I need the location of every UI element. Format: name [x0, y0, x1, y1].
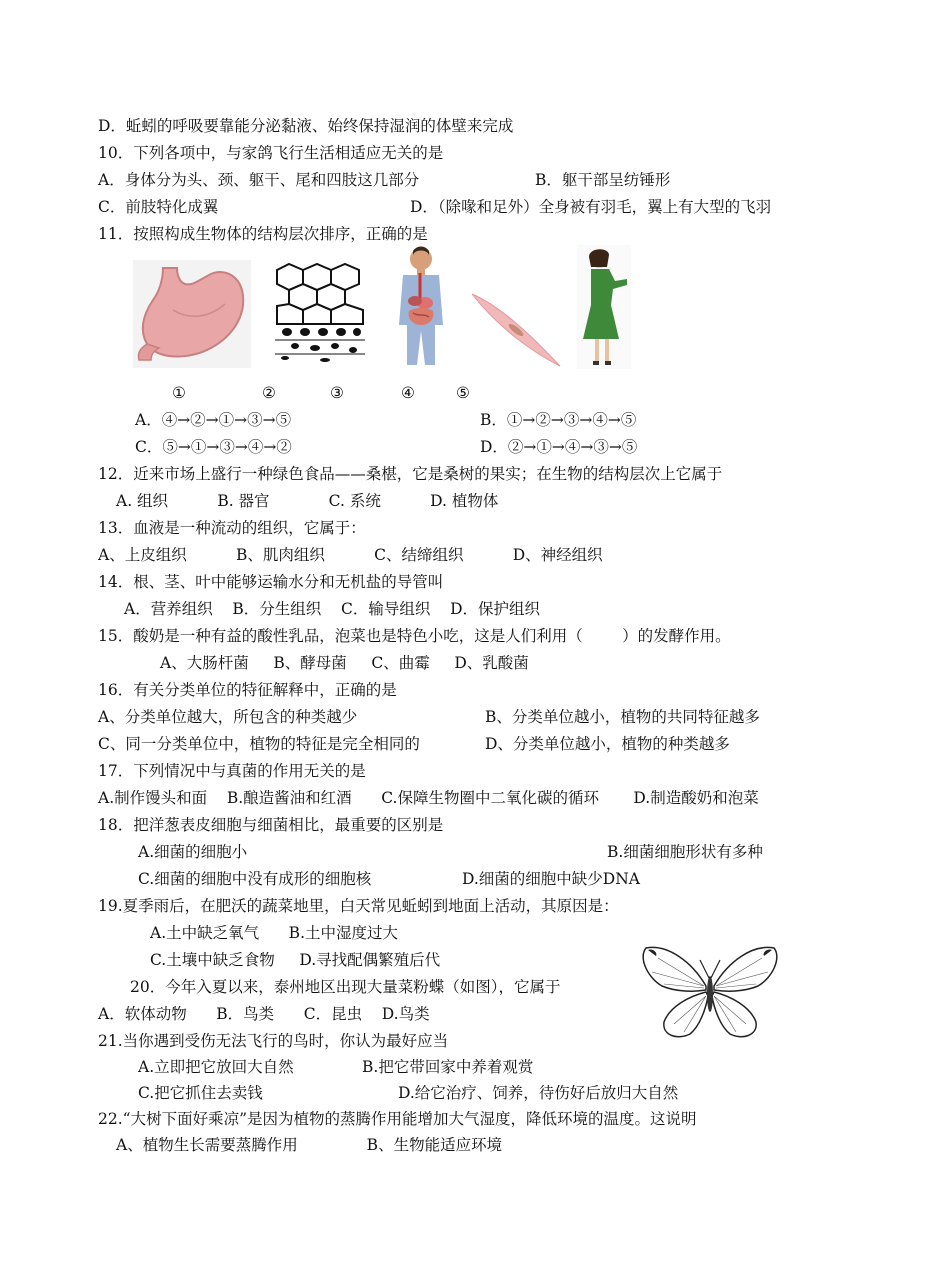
q16-option-a: A、分类单位越大，所包含的种类越少: [98, 708, 358, 726]
cabbage-butterfly-image: [640, 942, 780, 1042]
q19-options-cd: C.土壤中缺乏食物 D.寻找配偶繁殖后代: [150, 951, 441, 969]
q21-option-d: D.给它治疗、饲养，待伤好后放归大自然: [398, 1084, 679, 1102]
label-3: ③: [330, 384, 344, 402]
q18-stem: 18．把洋葱表皮细胞与细菌相比，最重要的区别是: [98, 816, 444, 834]
q10-stem: 10．下列各项中，与家鸽飞行生活相适应无关的是: [98, 144, 444, 162]
q13-stem: 13．血液是一种流动的组织，它属于：: [98, 519, 366, 537]
q21-option-a: A.立即把它放回大自然: [138, 1058, 294, 1076]
label-4: ④: [401, 384, 415, 402]
q10-option-c: C．前肢特化成翼: [98, 198, 219, 216]
q22-stem: 22.“大树下面好乘凉”是因为植物的蒸腾作用能增加大气湿度，降低环境的温度。这说明: [98, 1110, 697, 1128]
q13-options: A、上皮组织 B、肌肉组织 C、结缔组织 D、神经组织: [98, 546, 603, 564]
q17-stem: 17．下列情况中与真菌的作用无关的是: [98, 762, 366, 780]
q16-option-d: D、分类单位越小，植物的种类越多: [485, 735, 730, 753]
q16-option-c: C、同一分类单位中，植物的特征是完全相同的: [98, 735, 420, 753]
q11-option-b: B．①→②→③→④→⑤: [480, 411, 637, 429]
label-1: ①: [172, 384, 186, 402]
stomach-image: [133, 260, 251, 368]
q12-options: A. 组织 B. 器官 C. 系统 D. 植物体: [116, 492, 499, 510]
q21-stem: 21.当你遇到受伤无法飞行的鸟时，你认为最好应当: [98, 1032, 449, 1050]
q9-option-d: D．蚯蚓的呼吸要靠能分泌黏液、始终保持湿润的体壁来完成: [98, 117, 514, 135]
q11-stem: 11．按照构成生物体的结构层次排序，正确的是: [98, 225, 428, 243]
q17-options: A.制作馒头和面 B.酿造酱油和红酒 C.保障生物圈中二氧化碳的循环 D.制造酸奶和泡菜: [98, 789, 759, 807]
label-2: ②: [262, 384, 276, 402]
q19-stem: 19.夏季雨后，在肥沃的蔬菜地里，白天常见蚯蚓到地面上活动，其原因是：: [98, 897, 619, 915]
q20-options: A．软体动物 B．鸟类 C．昆虫 D.鸟类: [98, 1005, 430, 1023]
q18-option-b: B.细菌细胞形状有多种: [607, 843, 763, 861]
q11-option-d: D．②→①→④→③→⑤: [480, 438, 638, 456]
q19-options-ab: A.土中缺乏氧气 B.土中湿度过大: [150, 924, 399, 942]
q14-options: A．营养组织 B．分生组织 C．输导组织 D．保护组织: [124, 600, 540, 618]
epithelial-tissue-image: [275, 262, 365, 366]
q15-options: A、大肠杆菌 B、酵母菌 C、曲霉 D、乳酸菌: [160, 654, 529, 672]
q10-option-d: D．（除喙和足外）全身被有羽毛，翼上有大型的飞羽: [410, 198, 772, 216]
q10-option-a: A．身体分为头、颈、躯干、尾和四肢这几部分: [98, 171, 420, 189]
q22-options: A、植物生长需要蒸腾作用 B、生物能适应环境: [116, 1136, 503, 1154]
muscle-cell-image: [470, 290, 562, 368]
woman-image: [577, 245, 631, 369]
q16-stem: 16．有关分类单位的特征解释中，正确的是: [98, 681, 397, 699]
q12-stem: 12．近来市场上盛行一种绿色食品——桑椹，它是桑树的果实；在生物的结构层次上它属于: [98, 465, 723, 483]
label-5: ⑤: [456, 384, 470, 402]
human-digestive-system-image: [389, 245, 453, 367]
q10-option-b: B．躯干部呈纺锤形: [535, 171, 671, 189]
q18-option-d: D.细菌的细胞中缺少DNA: [462, 870, 640, 888]
q15-stem: 15．酸奶是一种有益的酸性乳品，泡菜也是特色小吃，这是人们利用（ ）的发酵作用。: [98, 627, 731, 645]
q16-option-b: B、分类单位越小，植物的共同特征越多: [485, 708, 760, 726]
q21-option-c: C.把它抓住去卖钱: [138, 1084, 263, 1102]
q14-stem: 14．根、茎、叶中能够运输水分和无机盐的导管叫: [98, 573, 444, 591]
q11-option-a: A．④→②→①→③→⑤: [135, 411, 292, 429]
q18-option-c: C.细菌的细胞中没有成形的细胞核: [138, 870, 372, 888]
q11-option-c: C．⑤→①→③→④→②: [135, 438, 292, 456]
q21-option-b: B.把它带回家中养着观赏: [362, 1058, 534, 1076]
q20-stem: 20．今年入夏以来，泰州地区出现大量菜粉蝶（如图），它属于: [130, 978, 561, 996]
q18-option-a: A.细菌的细胞小: [138, 843, 248, 861]
